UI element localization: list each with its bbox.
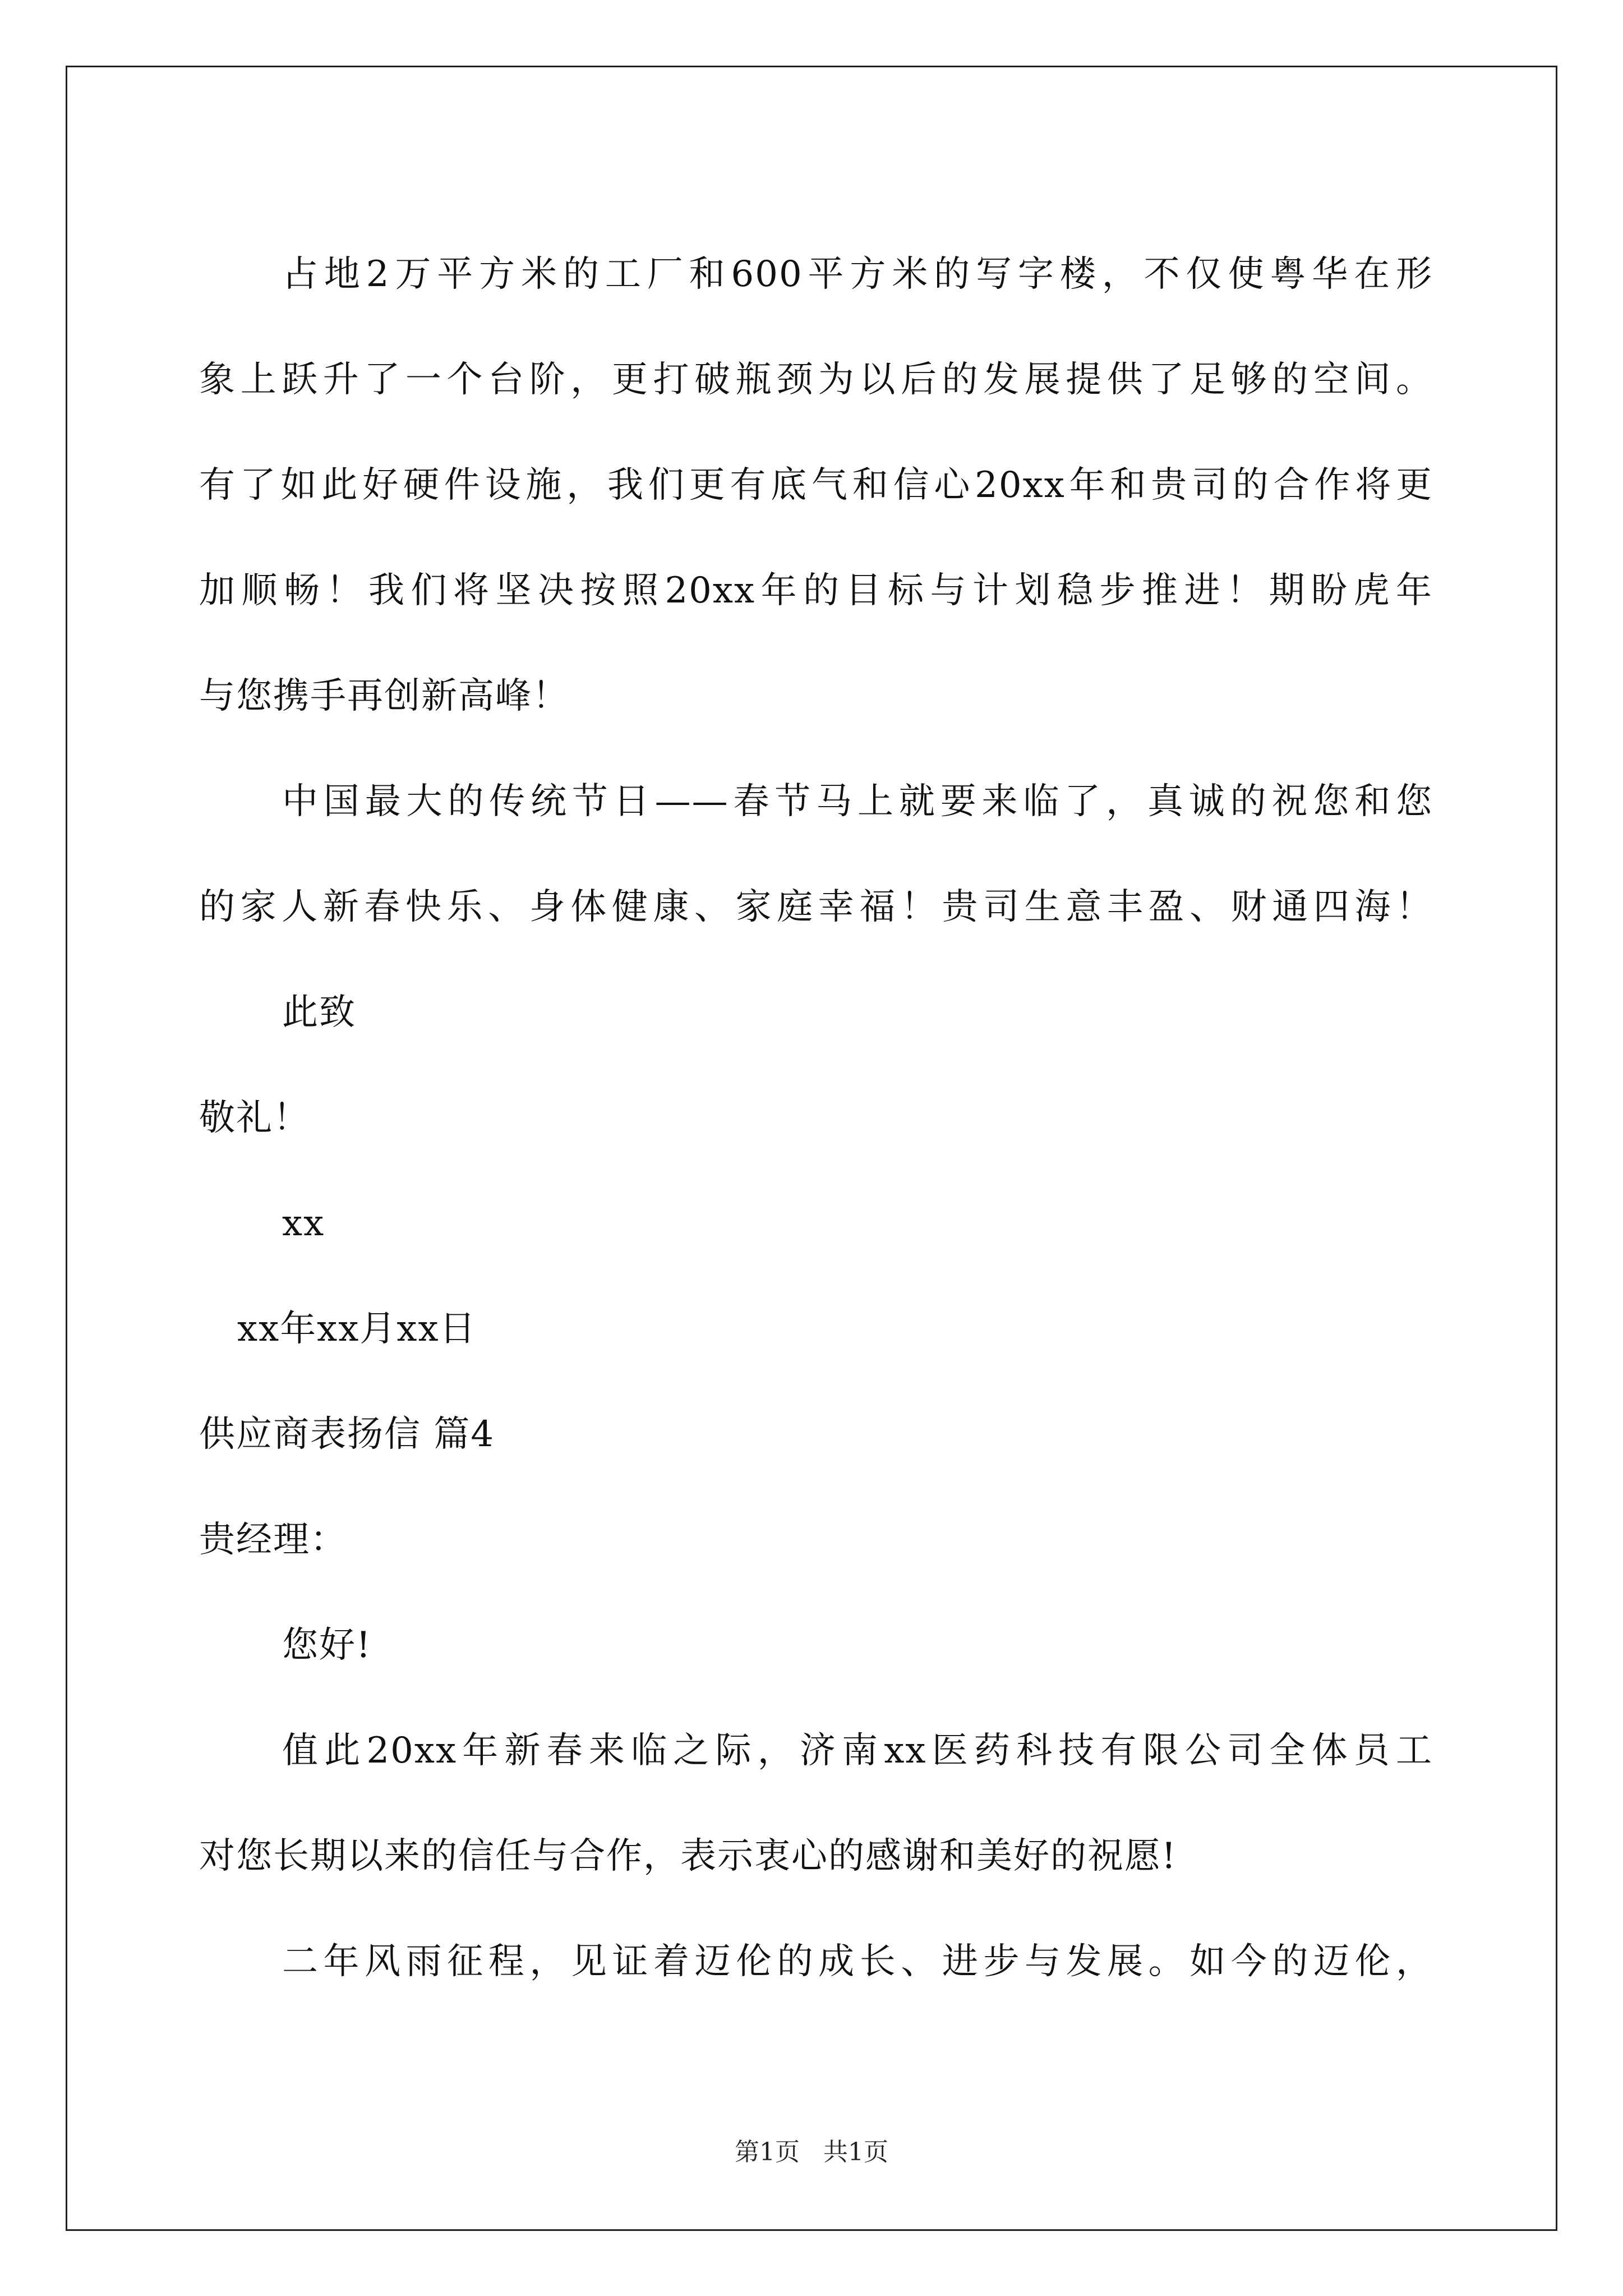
text-line: 值此20xx年新春来临之际，济南xx医药科技有限公司全体员工 <box>282 1730 1433 1772</box>
greeting: 您好! <box>282 1625 372 1666</box>
document-body <box>199 222 1433 2014</box>
text-line: 有了如此好硬件设施，我们更有底气和信心20xx年和贵司的合作将更 <box>199 464 1433 506</box>
signature-date: xx年xx月xx日 <box>237 1308 477 1350</box>
text-line: 的家人新春快乐、身体健康、家庭幸福！贵司生意丰盈、财通四海！ <box>199 886 1433 928</box>
recipient-greeting: 贵经理： <box>199 1519 347 1561</box>
page-number: 第1页 <box>735 2138 800 2166</box>
text-line: 占地2万平方米的工厂和600平方米的写字楼，不仅使粤华在形 <box>282 254 1433 295</box>
section-heading: 供应商表扬信 篇4 <box>199 1414 495 1455</box>
text-line: 与您携手再创新高峰！ <box>199 675 569 717</box>
page-footer <box>0 2132 1623 2168</box>
text-line: 二年风雨征程，见证着迈伦的成长、进步与发展。如今的迈伦， <box>282 1941 1433 1982</box>
text-line: 对您长期以来的信任与合作，表示衷心的感谢和美好的祝愿! <box>199 1835 1177 1877</box>
closing-phrase: 此致 <box>282 992 356 1033</box>
salutation: 敬礼！ <box>199 1097 310 1139</box>
page-total: 共1页 <box>823 2138 888 2166</box>
text-line: 中国最大的传统节日——春节马上就要来临了，真诚的祝您和您 <box>282 781 1433 822</box>
text-line: 加顺畅！我们将坚决按照20xx年的目标与计划稳步推进！期盼虎年 <box>199 570 1433 611</box>
signature-name: xx <box>282 1203 325 1244</box>
text-line: 象上跃升了一个台阶，更打破瓶颈为以后的发展提供了足够的空间。 <box>199 359 1433 401</box>
